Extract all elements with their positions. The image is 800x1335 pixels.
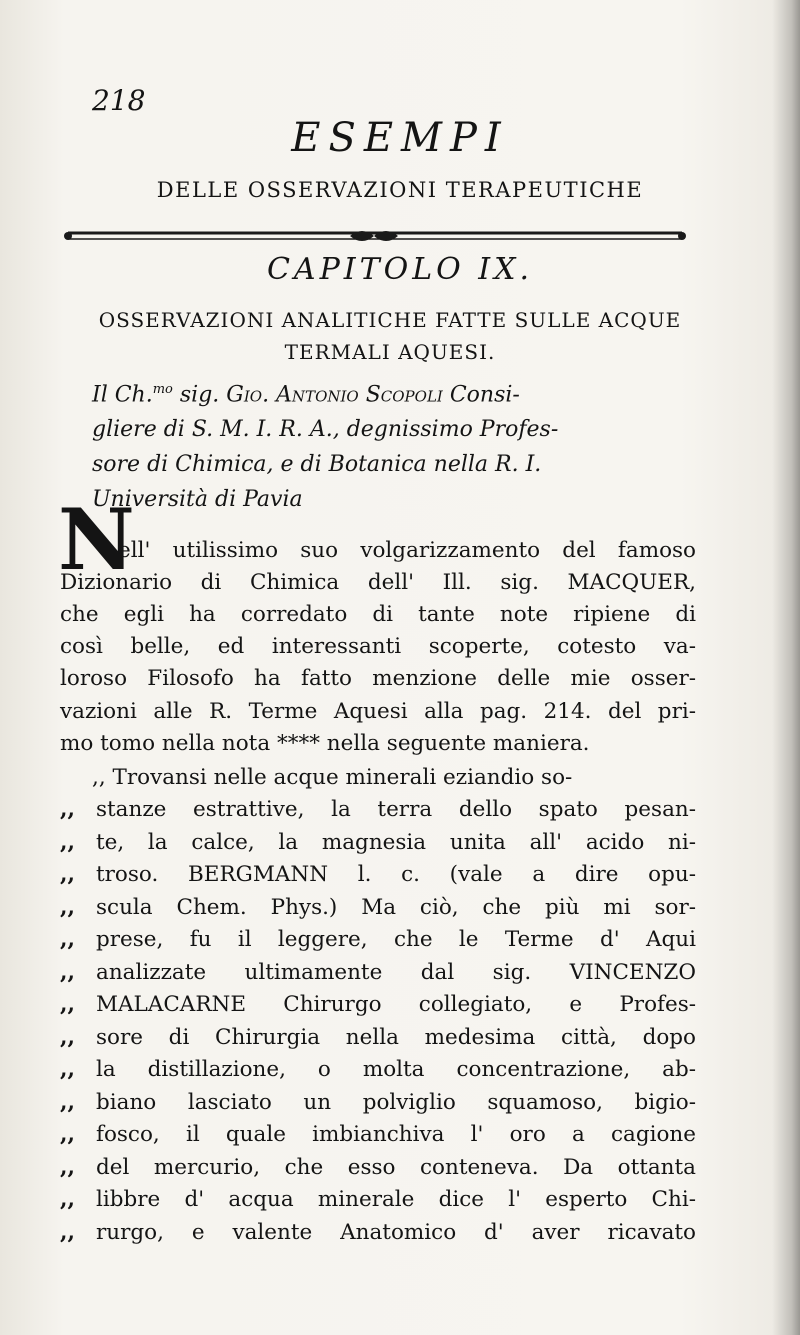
paragraph-line: così belle, ed interessanti scoperte, cotesto va- (60, 634, 696, 659)
quotation-line: MALACARNE Chirurgo collegiato, e Profes- (96, 992, 696, 1017)
section-heading: ESEMPI (291, 115, 509, 161)
page-number: 218 (92, 84, 146, 117)
quotation-mark: ,, (60, 797, 75, 822)
quotation-line: stanze estrattive, la terra dello spato pesan- (96, 797, 696, 822)
quotation-mark: ,, (60, 1122, 75, 1147)
paragraph-line: loroso Filosofo ha fatto menzione delle mie osser- (60, 666, 696, 691)
ornamental-rule (62, 226, 688, 246)
quotation-mark: ,, (60, 894, 75, 920)
quotation-mark: ,, (60, 862, 75, 887)
chapter-subtitle (60, 304, 720, 368)
quotation-line: prese, fu il leggere, che le Terme d' Aqui (96, 927, 696, 952)
paragraph-line: che egli ha corredato di tante note ripiene di (60, 602, 696, 627)
quotation-mark: ,, (60, 1154, 75, 1180)
quotation-mark: ,, (60, 1187, 75, 1212)
drop-capital: N (58, 490, 135, 589)
attribution-superscript: mo (152, 382, 173, 397)
quotation-line: fosco, il quale imbianchiva l' oro a cagione (96, 1122, 696, 1147)
quotation-line: sore di Chirurgia nella medesima città, dopo (96, 1024, 696, 1050)
quotation-mark: ,, (60, 1057, 75, 1082)
quotation-line: la distillazione, o molta concentrazione, ab- (96, 1057, 696, 1082)
quotation-line: troso. BERGMANN l. c. (vale a dire opu- (96, 862, 696, 887)
quotation-line: ,, Trovansi nelle acque minerali eziandio so- (92, 765, 573, 790)
paragraph-line: vazioni alle R. Terme Aquesi alla pag. 214. del pri- (60, 699, 696, 724)
chapter-title: CAPITOLO IX. (266, 252, 534, 287)
chapter-subtitle-line: TERMALI AQUESI. (284, 340, 496, 364)
quotation-line: libbre d' acqua minerale dice l' esperto Chi- (96, 1187, 696, 1212)
paragraph-line: mo tomo nella nota **** nella seguente maniera. (60, 731, 590, 756)
paragraph-line: ell' utilissimo suo volgarizzamento del famoso (118, 538, 696, 563)
paragraph-line: Dizionario di Chimica dell' Ill. sig. MACQUER, (60, 570, 696, 595)
quotation-mark: ,, (60, 927, 75, 952)
section-subheading: DELLE OSSERVAZIONI TERAPEUTICHE (156, 178, 644, 202)
quotation-mark: ,, (60, 959, 75, 985)
attribution-block (92, 372, 692, 517)
chapter-subtitle-line: OSSERVAZIONI ANALITICHE FATTE SULLE ACQUE (98, 308, 682, 332)
attribution-line: Università di Pavia (92, 487, 303, 513)
attribution-text: Il Ch. (92, 382, 153, 408)
quotation-line: biano lasciato un polviglio squamoso, bigio- (96, 1089, 696, 1115)
quotation-mark: ,, (60, 1219, 75, 1245)
attribution-line (92, 372, 692, 412)
quotation-line: scula Chem. Phys.) Ma ciò, che più mi sor- (96, 894, 696, 920)
quotation-line: rurgo, e valente Anatomico d' aver ricavato (96, 1219, 696, 1245)
quotation-mark: ,, (60, 1024, 75, 1050)
quotation-mark: ,, (60, 829, 75, 855)
attribution-author: Gio. Antonio Scopoli (226, 382, 443, 408)
attribution-line: sore di Chimica, e di Botanica nella R. I. (92, 452, 542, 478)
quotation-line: analizzate ultimamente dal sig. VINCENZO (96, 959, 696, 985)
quotation-line: te, la calce, la magnesia unita all' acido ni- (96, 829, 696, 855)
quotation-line: del mercurio, che esso conteneva. Da ottanta (96, 1154, 696, 1180)
quotation-mark: ,, (60, 1089, 75, 1115)
attribution-text: sig. (172, 382, 227, 408)
attribution-text: Consi- (442, 382, 520, 408)
quotation-mark: ,, (60, 992, 75, 1017)
attribution-line: gliere di S. M. I. R. A., degnissimo Profes- (92, 417, 559, 443)
